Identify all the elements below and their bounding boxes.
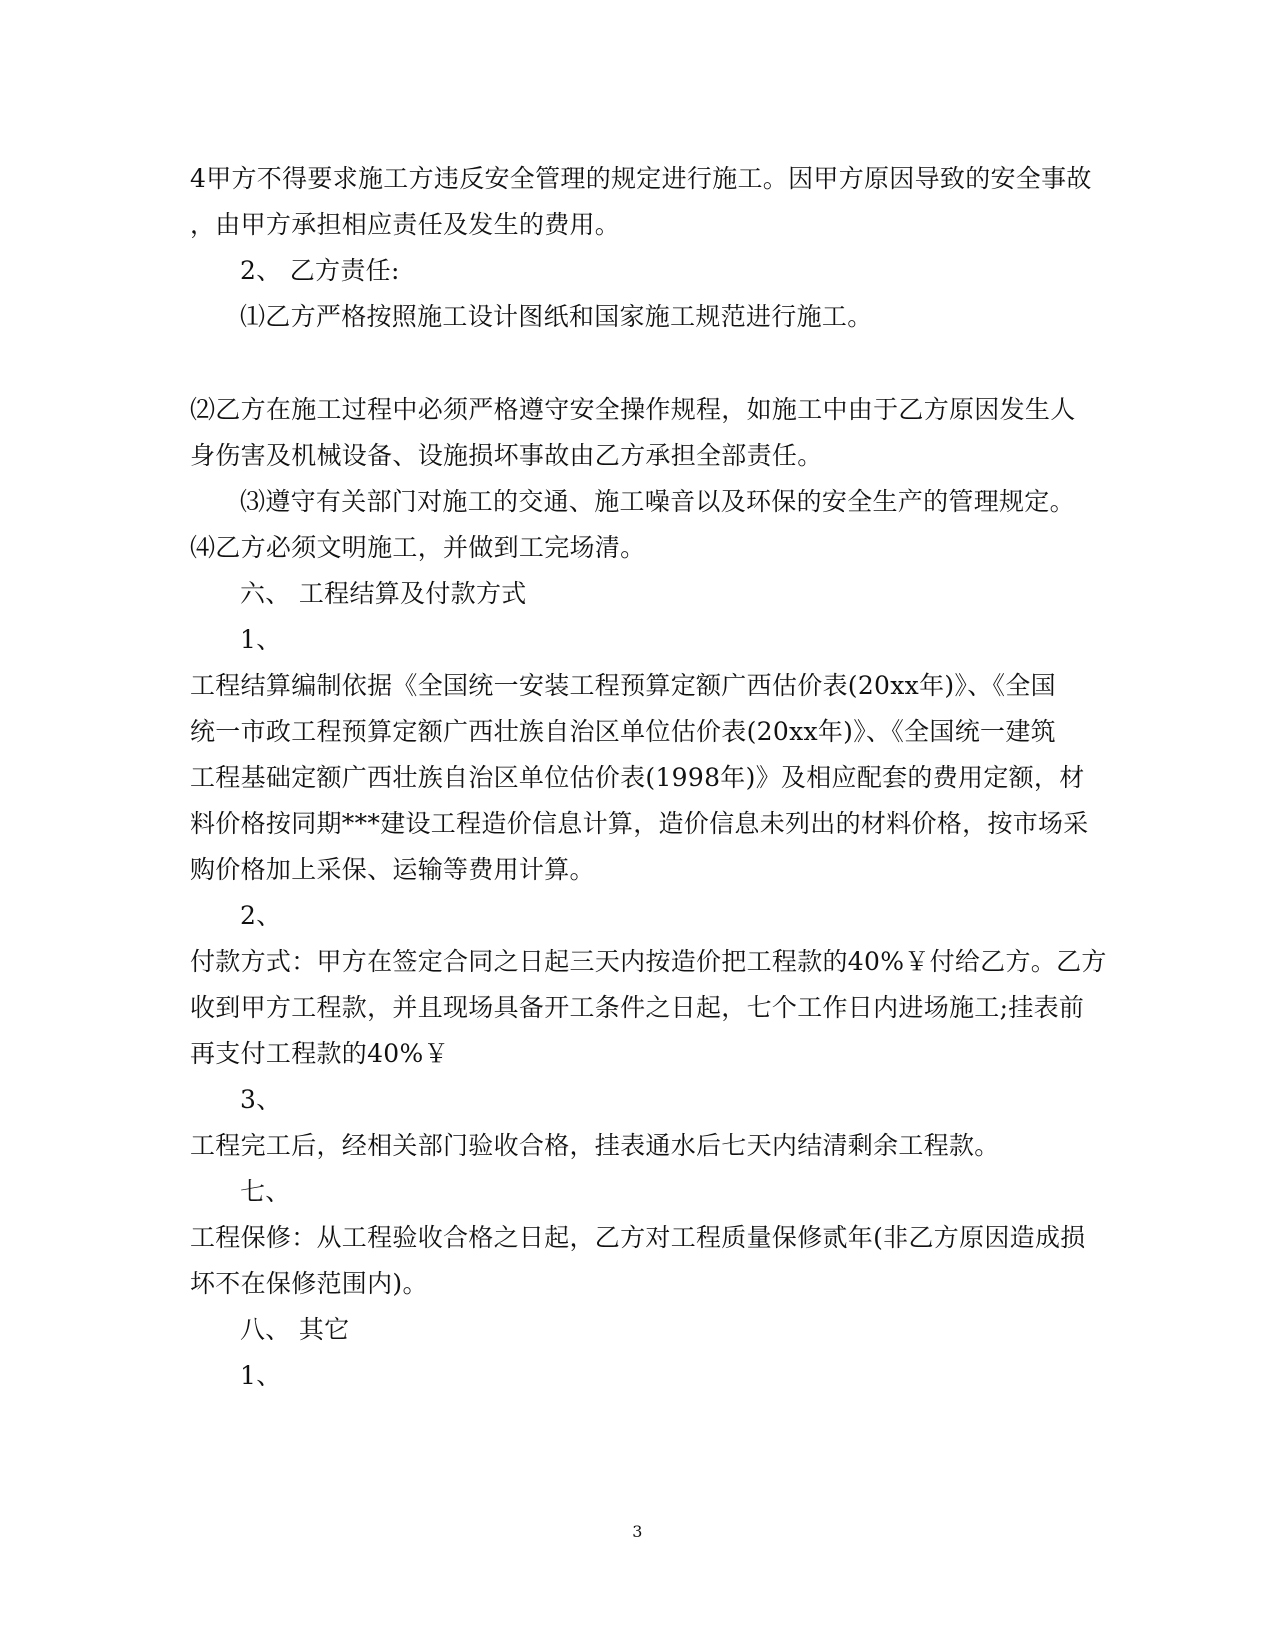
section-heading: 六、 工程结算及付款方式 bbox=[240, 579, 527, 608]
text-line: 坏不在保修范围内)。 bbox=[190, 1269, 428, 1298]
text-line: 购价格加上采保、运输等费用计算。 bbox=[190, 855, 595, 884]
section-heading: 八、 其它 bbox=[240, 1315, 350, 1344]
text-line: 付款方式：甲方在签定合同之日起三天内按造价把工程款的40%￥付给乙方。乙方 bbox=[190, 947, 1107, 976]
text-line: ，由甲方承担相应责任及发生的费用。 bbox=[190, 210, 621, 239]
item-number: 1、 bbox=[240, 1361, 282, 1390]
item-number: 3、 bbox=[240, 1085, 282, 1114]
text-line: 工程结算编制依据《全国统一安装工程预算定额广西估价表(20xx年)》、《全国 bbox=[190, 671, 1056, 700]
text-line: 再支付工程款的40%￥ bbox=[190, 1039, 449, 1068]
text-line: ⑴乙方严格按照施工设计图纸和国家施工规范进行施工。 bbox=[240, 302, 873, 331]
text-line: ⑶遵守有关部门对施工的交通、施工噪音以及环保的安全生产的管理规定。 bbox=[240, 487, 1075, 516]
text-line: 收到甲方工程款，并且现场具备开工条件之日起，七个工作日内进场施工;挂表前 bbox=[190, 993, 1085, 1022]
text-line: 工程完工后，经相关部门验收合格，挂表通水后七天内结清剩余工程款。 bbox=[190, 1131, 1000, 1160]
section-heading: 七、 bbox=[240, 1177, 291, 1206]
item-number: 2、 bbox=[240, 901, 282, 930]
text-line: 料价格按同期***建设工程造价信息计算，造价信息未列出的材料价格，按市场采 bbox=[190, 809, 1089, 838]
text-line: ⑵乙方在施工过程中必须严格遵守安全操作规程，如施工中由于乙方原因发生人 bbox=[190, 395, 1076, 424]
text-line: 身伤害及机械设备、设施损坏事故由乙方承担全部责任。 bbox=[190, 441, 823, 470]
item-number: 1、 bbox=[240, 625, 282, 654]
text-line: 工程基础定额广西壮族自治区单位估价表(1998年)》及相应配套的费用定额，材 bbox=[190, 763, 1085, 792]
text-line: 4甲方不得要求施工方违反安全管理的规定进行施工。因甲方原因导致的安全事故 bbox=[190, 164, 1092, 193]
text-line: ⑷乙方必须文明施工，并做到工完场清。 bbox=[190, 533, 646, 562]
page-number: 3 bbox=[632, 1522, 643, 1541]
text-line: 统一市政工程预算定额广西壮族自治区单位估价表(20xx年)》、《全国统一建筑 bbox=[190, 717, 1056, 746]
section-heading: 2、 乙方责任: bbox=[240, 256, 400, 285]
text-line: 工程保修：从工程验收合格之日起，乙方对工程质量保修贰年(非乙方原因造成损 bbox=[190, 1223, 1086, 1252]
